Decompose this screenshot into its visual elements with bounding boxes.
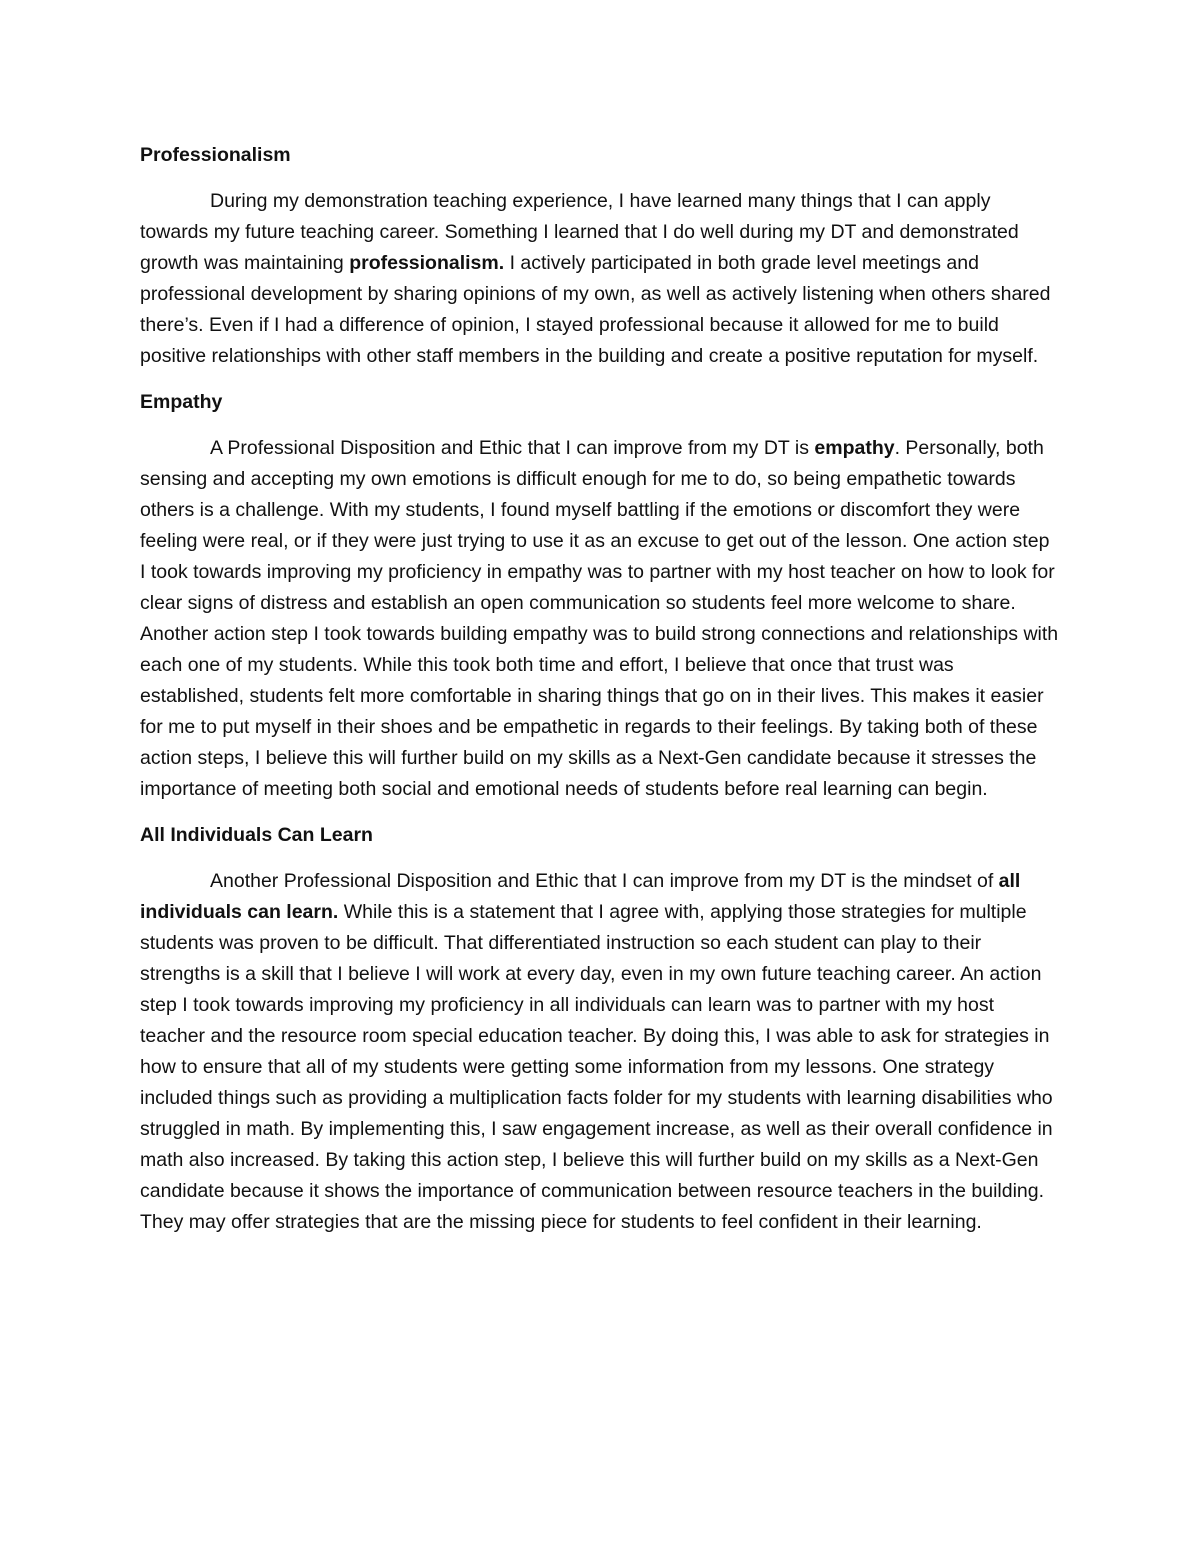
document-body (140, 140, 1060, 1253)
section-heading-professionalism: Professionalism (140, 144, 291, 166)
section-paragraph-professionalism (140, 186, 1060, 372)
paragraph-text: . Personally, both sensing and accepting my own emotions is difficult enough for me to do, so being empathetic towards others is a challenge. With my students, I found myself battling if the emotions or discomfort they were feeling were real, or if they were just trying to use it as an excuse to get out of the lesson. One action step I took towards improving my proficiency in empathy was to partner with my host teacher on how to look for clear signs of distress and establish an open communication so students feel more welcome to share. Another action step I took towards building empathy was to build strong connections and relationships with each one of my students. While this took both time and effort, I believe that once that trust was established, students felt more comfortable in sharing things that go on in their lives. This makes it easier for me to put myself in their shoes and be empathetic in regards to their feelings. By taking both of these action steps, I believe this will further build on my skills as a Next-Gen candidate because it stresses the importance of meeting both social and emotional needs of students before real learning can begin. (140, 437, 1059, 800)
section-paragraph-empathy (140, 433, 1060, 805)
paragraph-bold-term: empathy (814, 437, 895, 459)
paragraph-bold-term: all individuals can learn. (140, 870, 1021, 923)
section-heading-all-individuals-can-learn: All Individuals Can Learn (140, 824, 373, 846)
section-paragraph-all-individuals-can-learn (140, 866, 1060, 1238)
paragraph-text: Another Professional Disposition and Ethic that I can improve from my DT is the mindset of (210, 870, 999, 892)
paragraph-text: While this is a statement that I agree with, applying those strategies for multiple students was proven to be difficult. That differentiated instruction so each student can play to their strengths is a skill that I believe I will work at every day, even in my own future teaching career. An action step I took towards improving my proficiency in all individuals can learn was to partner with my host teacher and the resource room special education teacher. By doing this, I was able to ask for strategies in how to ensure that all of my students were getting some information from my lessons. One strategy included things such as providing a multiplication facts folder for my students with learning disabilities who struggled in math. By implementing this, I saw engagement increase, as well as their overall confidence in math also increased. By taking this action step, I believe this will further build on my skills as a Next-Gen candidate because it shows the importance of communication between resource teachers in the building. They may offer strategies that are the missing piece for students to feel confident in their learning. (140, 901, 1053, 1233)
paragraph-text: I actively participated in both grade level meetings and professional development by sharing opinions of my own, as well as actively listening when others shared there’s. Even if I had a difference of opinion, I stayed professional because it allowed for me to build positive relationships with other staff members in the building and create a positive reputation for myself. (140, 252, 1051, 367)
paragraph-text: During my demonstration teaching experience, I have learned many things that I can apply towards my future teaching career. Something I learned that I do well during my DT and demonstrated growth was maintaining (140, 190, 1019, 274)
paragraph-bold-term: professionalism. (349, 252, 505, 274)
paragraph-text: A Professional Disposition and Ethic that I can improve from my DT is (210, 437, 815, 459)
section-heading-empathy: Empathy (140, 391, 223, 413)
